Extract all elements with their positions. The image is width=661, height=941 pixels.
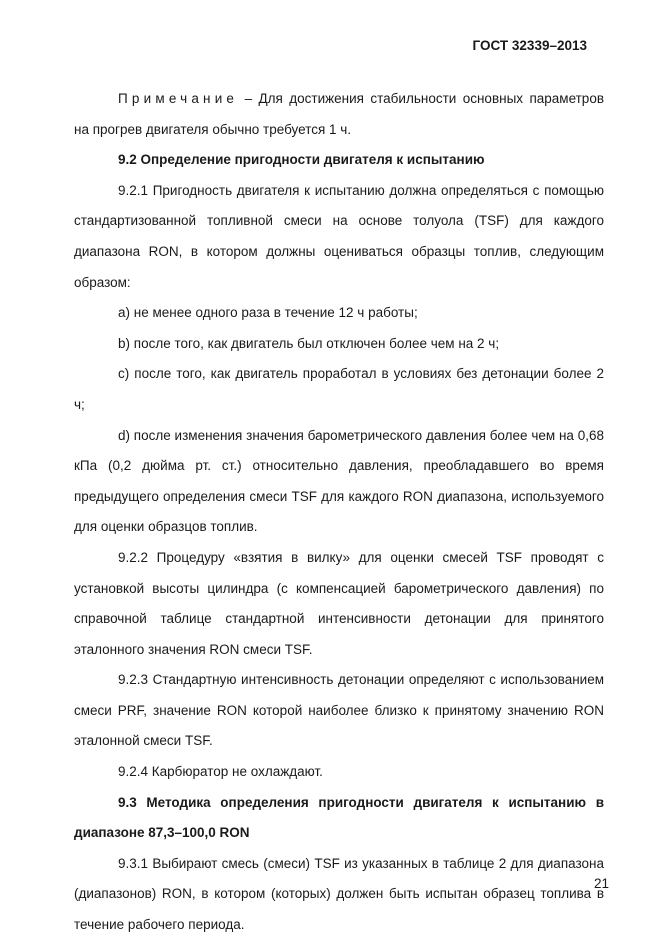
paragraph-9-2-4: 9.2.4 Карбюратор не охлаждают. bbox=[118, 764, 323, 780]
note-label: Примечание bbox=[118, 91, 239, 106]
document-header-standard: ГОСТ 32339–2013 bbox=[472, 38, 587, 53]
paragraph-9-2-2: 9.2.2 Процедуру «взятия в вилку» для оценки смесей TSF проводят с установкой высоты цилиндра (с компенсацией барометрического давления) по справочной таблице стандартной интенсивности детонации для принятого эталонного значения RON смеси TSF. bbox=[74, 549, 604, 657]
paragraph-9-2-3: 9.2.3 Стандартную интенсивность детонации определяют с использованием смеси PRF, значение RON которой наиболее близко к принятому значению RON эталонной смеси TSF. bbox=[74, 672, 604, 749]
document-body bbox=[74, 84, 604, 941]
section-9-2-title: 9.2 Определение пригодности двигателя к испытанию bbox=[118, 152, 485, 168]
note-paragraph bbox=[74, 84, 604, 145]
page-number: 21 bbox=[593, 876, 609, 891]
paragraph-9-2-1: 9.2.1 Пригодность двигателя к испытанию должна определяться с помощью стандартизованной топливной смеси на основе толуола (TSF) для каждого диапазона RON, в котором должны оцениваться образцы топлив, следующим образом: bbox=[74, 182, 604, 290]
paragraph-9-3-1: 9.3.1 Выбирают смесь (смеси) TSF из указанных в таблице 2 для диапазона (диапазонов) RON, в котором (которых) должен быть испытан образец топлива в течение рабочего периода. bbox=[74, 855, 604, 933]
list-item-a: а) не менее одного раза в течение 12 ч работы; bbox=[118, 305, 418, 321]
note-text: – Для достижения стабильности основных параметров на прогрев двигателя обычно требуется 1 ч. bbox=[74, 91, 604, 137]
list-item-b: b) после того, как двигатель был отключен более чем на 2 ч; bbox=[118, 335, 500, 351]
list-item-d: d) после изменения значения барометрического давления более чем на 0,68 кПа (0,2 дюйма рт. ст.) относительно давления, преобладавшего во время предыдущего определения смеси TSF для каждого RON диапазона, используемого для оценки образцов топлив. bbox=[74, 427, 604, 535]
list-item-c: с) после того, как двигатель проработал в условиях без детонации более 2 ч; bbox=[74, 366, 604, 412]
section-9-3-title: 9.3 Методика определения пригодности двигателя к испытанию в диапазоне 87,3–100,0 RON bbox=[74, 794, 604, 841]
